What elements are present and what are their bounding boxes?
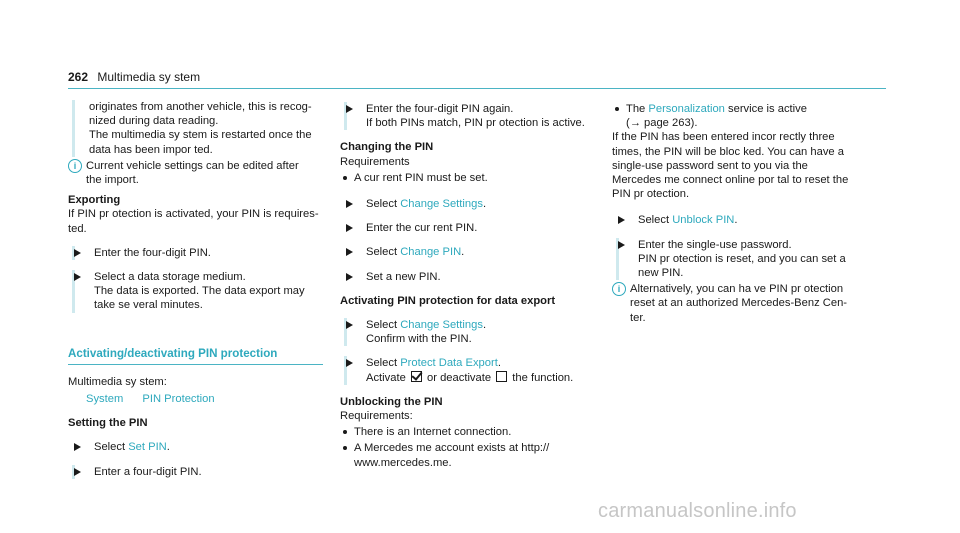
step-arrow-icon bbox=[74, 443, 81, 451]
unblock-pin-link[interactable]: Unblock PIN bbox=[672, 214, 735, 227]
menu-path bbox=[68, 392, 323, 406]
bullet-dot bbox=[343, 430, 347, 434]
info-note: i Alternatively, you can ha ve PIN pr otection reset at an authorized Mercedes-Benz Cen- ter. bbox=[612, 282, 877, 325]
step-select-unblock-pin: Select Unblock PIN. bbox=[619, 213, 877, 227]
change-settings-link[interactable]: Change Settings bbox=[400, 319, 483, 332]
step-select-set-pin: Select Set PIN. bbox=[75, 440, 323, 454]
header-rule bbox=[68, 88, 886, 89]
step-arrow-icon bbox=[74, 249, 81, 257]
section-title: Activating/deactivating PIN protection bbox=[68, 346, 278, 360]
checkbox-empty-icon bbox=[496, 371, 507, 382]
activating-export-heading: Activating PIN protection for data export bbox=[340, 294, 556, 307]
bullet-dot bbox=[343, 176, 347, 180]
step-arrow-icon bbox=[618, 241, 625, 249]
section-name: Multimedia sy stem bbox=[97, 70, 201, 84]
bullet-dot bbox=[343, 446, 347, 450]
exporting-heading: Exporting bbox=[68, 194, 121, 207]
change-settings-link[interactable]: Change Settings bbox=[400, 198, 483, 211]
menu-label: Multimedia sy stem: bbox=[68, 375, 167, 388]
step-arrow-icon bbox=[346, 248, 353, 256]
step-select-change-settings: Select Change Settings. bbox=[347, 197, 595, 211]
bullet-dot bbox=[615, 107, 619, 111]
info-icon: i bbox=[68, 159, 82, 173]
requirement-item: The Personalization service is active (→ page 263). bbox=[612, 102, 877, 130]
step-enter-current-pin: Enter the cur rent PIN. bbox=[347, 221, 595, 235]
requirements-label: Requirements bbox=[340, 155, 410, 168]
step-arrow-icon bbox=[346, 321, 353, 329]
section-rule bbox=[68, 364, 323, 365]
step-select-storage: Select a data storage medium. The data is exported. The data export may take se veral minutes. bbox=[72, 270, 323, 313]
change-pin-link[interactable]: Change PIN bbox=[400, 246, 462, 259]
continued-step: originates from another vehicle, this is recog- nized during data reading. The multimedia sy stem is restarted once the data has been impor ted. bbox=[72, 100, 323, 157]
page-header bbox=[68, 70, 200, 84]
info-icon: i bbox=[612, 282, 626, 296]
info-note: i Current vehicle settings can be edited after the import. bbox=[68, 159, 323, 187]
step-select-change-settings-2: Select Change Settings. Confirm with the PIN. bbox=[344, 318, 595, 346]
set-pin-link[interactable]: Set PIN bbox=[128, 441, 167, 454]
step-arrow-icon bbox=[618, 216, 625, 224]
column-2 bbox=[340, 100, 595, 470]
step-arrow-icon bbox=[346, 105, 353, 113]
setting-pin-heading: Setting the PIN bbox=[68, 417, 148, 430]
checkbox-checked-icon bbox=[411, 371, 422, 382]
page-number: 262 bbox=[68, 70, 89, 84]
exporting-text: If PIN pr otection is activated, your PIN is requires- ted. bbox=[68, 208, 319, 235]
column-3 bbox=[612, 100, 877, 325]
step-arrow-icon bbox=[74, 273, 81, 281]
step-enter-pin: Enter the four-digit PIN. bbox=[72, 246, 323, 260]
watermark: carmanualsonline.info bbox=[598, 500, 797, 522]
step-arrow-icon bbox=[74, 468, 81, 476]
step-arrow-icon bbox=[346, 273, 353, 281]
requirement-item: A cur rent PIN must be set. bbox=[340, 171, 595, 185]
step-select-change-pin: Select Change PIN. bbox=[347, 245, 595, 259]
step-enter-new-pin: Enter a four-digit PIN. bbox=[72, 465, 323, 479]
page-reference[interactable]: (→ page 263). bbox=[626, 117, 698, 130]
step-select-protect-export: Select Protect Data Export. Activate or deactivate the function. bbox=[344, 356, 595, 384]
menu-path-system[interactable]: System bbox=[86, 393, 124, 406]
personalization-link[interactable]: Personalization bbox=[648, 103, 725, 115]
protect-data-export-link[interactable]: Protect Data Export bbox=[400, 357, 498, 370]
step-arrow-icon bbox=[346, 200, 353, 208]
step-set-new-pin: Set a new PIN. bbox=[347, 270, 595, 284]
requirement-item: A Mercedes me account exists at http:// www.mercedes.me. bbox=[340, 441, 595, 469]
step-enter-pin-again: Enter the four-digit PIN again. If both PINs match, PIN pr otection is active. bbox=[344, 102, 595, 130]
step-enter-single-use-password: Enter the single-use password. PIN pr otection is reset, and you can set a new PIN. bbox=[616, 238, 877, 281]
menu-path-pin-protection[interactable]: PIN Protection bbox=[142, 393, 215, 406]
changing-pin-heading: Changing the PIN bbox=[340, 141, 434, 154]
requirement-item: There is an Internet connection. bbox=[340, 425, 595, 439]
column-1 bbox=[68, 100, 323, 479]
step-arrow-icon bbox=[346, 359, 353, 367]
step-arrow-icon bbox=[346, 224, 353, 232]
requirements-label-2: Requirements: bbox=[340, 410, 413, 423]
blocked-pin-text: If the PIN has been entered incor rectly three times, the PIN will be bloc ked. You can have a single-use password sent to you via the Mercedes me connect online por tal to reset the PIN pr otection. bbox=[612, 131, 849, 201]
unblocking-heading: Unblocking the PIN bbox=[340, 395, 443, 408]
